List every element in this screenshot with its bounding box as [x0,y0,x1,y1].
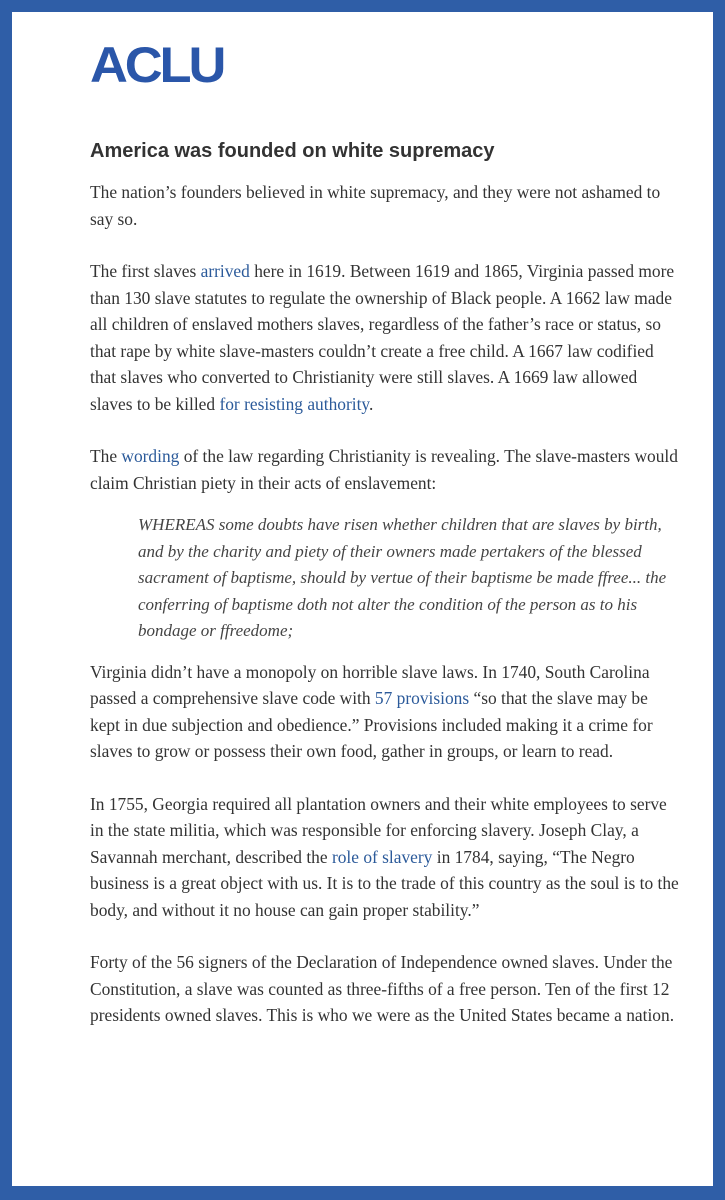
text-span: of the law regarding Christianity is revealing. The slave-masters would claim Christian piety in their acts of enslavement: [90,446,678,493]
aclu-logo[interactable]: ACLU [90,37,224,93]
blockquote-law: WHEREAS some doubts have risen whether children that are slaves by birth, and by the charity and piety of their owners made pertakers of the blessed sacrament of baptisme, should by vertue of their baptisme be made ffree... the conferring of baptisme doth not alter the condition of the person as to his bondage or ffreedome; [138,515,667,640]
paragraph-founders: The nation’s founders believed in white supremacy, and they were not ashamed to say so. [90,182,661,229]
text-span: here in 1619. Between 1619 and 1865, Virginia passed more than 130 slave statutes to regulate the ownership of Black people. A 1662 law made all children of enslaved mothers slaves, regardless of the father’s race or status, so that rape by white slave-masters couldn’t create a free child. A 1667 law codified that slaves who converted to Christianity were still slaves. A 1669 law allowed slaves to be killed [90,261,675,414]
text-span: Virginia didn’t have a monopoly on horrible slave laws. In 1740, South Carolina passed a comprehensive slave code with [90,661,650,708]
text-span: In 1755, Georgia required all plantation owners and their white employees to serve in the state militia, which was responsible for enforcing slavery. Joseph Clay, a Savannah merchant, described the [90,793,667,867]
link-arrived[interactable]: arrived [200,261,250,281]
article-heading: America was founded on white supremacy [90,140,495,162]
paragraph-virginia-statutes [90,258,680,417]
text-span: “so that the slave may be kept in due subjection and obedience.” Provisions included making it a crime for slaves to grow or possess their own food, gather in groups, or learn to read. [90,688,653,761]
article-body [90,140,680,1055]
paragraph-south-carolina [90,659,680,765]
link-57-provisions[interactable]: 57 provisions [374,688,470,708]
article-card [12,12,713,1186]
paragraph-declaration: Forty of the 56 signers of the Declaration of Independence owned slaves. Under the Constitution, a slave was counted as three-fifths of a free person. Ten of the first 12 presidents owned slaves. This is who we were as the United States became a nation. [90,952,675,1025]
text-span: in 1784, saying, “The Negro business is a great object with us. It is to the trade of this country as the soul is to the body, and without it no house can gain proper stability.” [90,846,679,920]
text-span: The first slaves [90,261,201,281]
paragraph-wording [90,443,680,496]
text-span: . [369,393,374,414]
link-role-of-slavery[interactable]: role of slavery [331,846,433,867]
link-resisting-authority[interactable]: for resisting authority [219,393,369,414]
paragraph-georgia [90,791,680,924]
text-span: The [90,446,122,466]
link-wording[interactable]: wording [121,446,180,466]
